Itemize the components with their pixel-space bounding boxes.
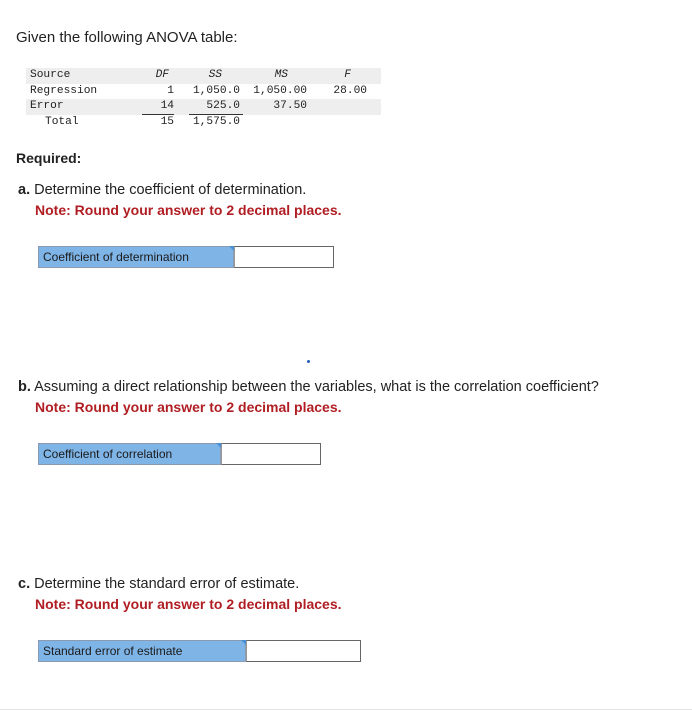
question-letter: c. bbox=[18, 576, 31, 592]
anova-row-error bbox=[26, 99, 381, 115]
question-a bbox=[18, 182, 306, 198]
triangle-icon bbox=[241, 640, 246, 645]
header-ss: SS bbox=[208, 69, 222, 81]
triangle-icon bbox=[216, 443, 221, 448]
question-letter: a. bbox=[18, 182, 31, 198]
triangle-icon bbox=[229, 246, 234, 251]
answer-label-standard-error-of-estimate bbox=[38, 640, 246, 662]
ss-total-rule bbox=[189, 114, 243, 115]
question-letter: b. bbox=[18, 379, 31, 395]
source-cell: Error bbox=[30, 100, 64, 112]
anova-row-total bbox=[26, 115, 381, 131]
required-heading: Required: bbox=[16, 150, 82, 166]
question-c bbox=[18, 576, 299, 592]
standard-error-of-estimate-input[interactable] bbox=[246, 640, 361, 662]
df-cell: 14 bbox=[160, 100, 174, 112]
note-b: Note: Round your answer to 2 decimal places. bbox=[35, 399, 342, 415]
header-ms: MS bbox=[274, 69, 288, 81]
df-cell: 15 bbox=[160, 115, 174, 128]
anova-row-regression bbox=[26, 84, 381, 100]
answer-label-text: Coefficient of correlation bbox=[43, 447, 173, 461]
question-text: Assuming a direct relationship between the variables, what is the correlation coefficient? bbox=[30, 379, 599, 395]
df-cell: 1 bbox=[167, 84, 174, 97]
coefficient-of-correlation-input[interactable] bbox=[221, 443, 321, 465]
question-text: Determine the standard error of estimate. bbox=[30, 576, 300, 592]
ss-cell: 1,575.0 bbox=[193, 115, 240, 128]
question-text: Determine the coefficient of determination. bbox=[30, 182, 307, 198]
f-cell: 28.00 bbox=[333, 84, 367, 97]
anova-table bbox=[26, 68, 381, 130]
header-f: F bbox=[344, 69, 351, 81]
ss-cell: 1,050.0 bbox=[193, 84, 240, 97]
answer-label-coefficient-of-correlation bbox=[38, 443, 221, 465]
answer-row-c bbox=[38, 640, 361, 662]
answer-label-coefficient-of-determination bbox=[38, 246, 234, 268]
ms-cell: 1,050.00 bbox=[253, 84, 307, 97]
note-a: Note: Round your answer to 2 decimal places. bbox=[35, 202, 342, 218]
intro-text: Given the following ANOVA table: bbox=[16, 29, 238, 46]
ss-cell: 525.0 bbox=[206, 100, 240, 112]
dot-marker bbox=[307, 360, 310, 363]
header-df: DF bbox=[155, 69, 169, 81]
source-cell: Total bbox=[45, 115, 79, 128]
answer-label-text: Coefficient of determination bbox=[43, 250, 189, 264]
source-cell: Regression bbox=[30, 84, 98, 97]
header-source: Source bbox=[30, 69, 71, 81]
answer-row-a bbox=[38, 246, 334, 268]
ms-cell: 37.50 bbox=[273, 100, 307, 112]
note-c: Note: Round your answer to 2 decimal places. bbox=[35, 596, 342, 612]
anova-header-row bbox=[26, 68, 381, 84]
answer-row-b bbox=[38, 443, 321, 465]
df-total-rule bbox=[142, 114, 174, 115]
coefficient-of-determination-input[interactable] bbox=[234, 246, 334, 268]
answer-label-text: Standard error of estimate bbox=[43, 644, 183, 658]
bottom-divider bbox=[0, 709, 692, 710]
question-b bbox=[18, 379, 599, 395]
